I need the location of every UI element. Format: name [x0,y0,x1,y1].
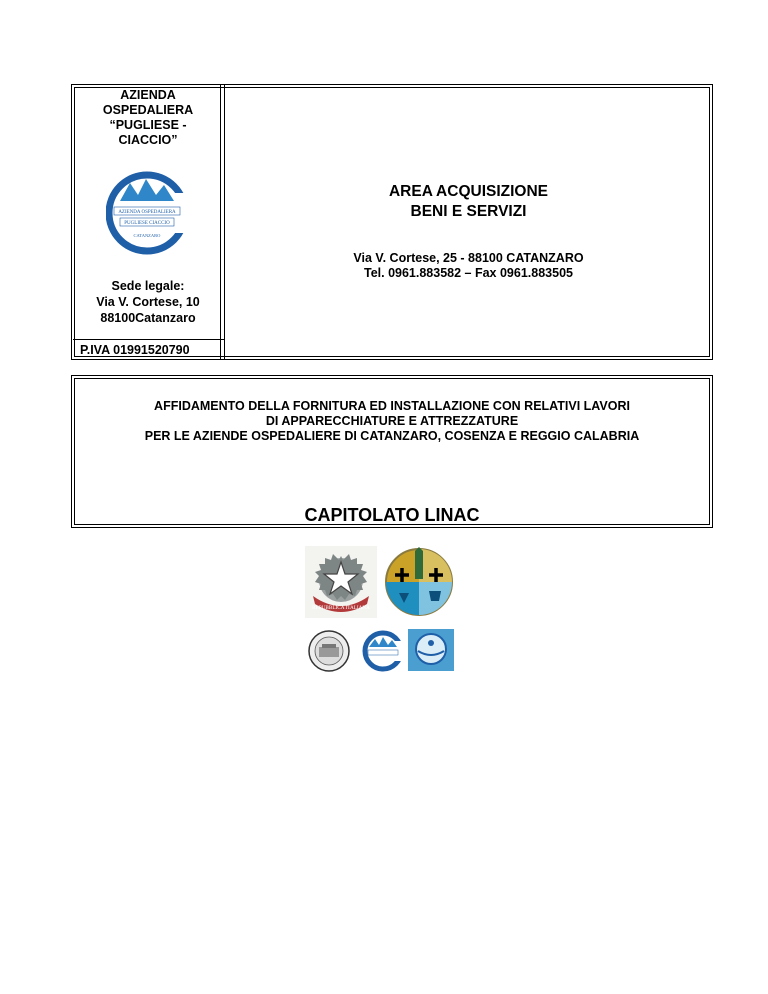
department-title-line: BENI E SERVIZI [410,203,527,220]
registered-office-line: Sede legale: [111,279,185,293]
document-title: CAPITOLATO LINAC [304,505,480,525]
italian-republic-emblem-icon [305,546,377,618]
header-column-divider [220,84,225,360]
organization-name [76,88,220,148]
seal-line-3: CATANZARO [133,233,161,238]
org-name-line: OSPEDALIERA [102,103,194,117]
hospital-catanzaro-logo-icon [359,629,407,673]
subject-line: DI APPARECCHIATURE E ATTREZZATURE [265,414,519,428]
department-title [224,182,713,222]
org-name-line: “PUGLIESE - [109,118,187,132]
hospital-cosenza-logo-icon [303,629,355,673]
registered-office [76,278,220,326]
hospital-reggio-logo-icon [408,629,454,671]
subject-line: PER LE AZIENDE OSPEDALIERE DI CATANZARO, COSENZA E REGGIO CALABRIA [144,429,640,443]
department-title-line: AREA ACQUISIZIONE [388,183,549,200]
calabria-region-emblem-icon [385,545,453,619]
republic-seal-text: REPUBBLICA ITALIANA [312,605,370,611]
tender-subject [76,399,708,444]
registered-office-line: 88100Catanzaro [100,311,196,325]
address-line: Tel. 0961.883582 – Fax 0961.883505 [364,266,573,280]
subject-line: AFFIDAMENTO DELLA FORNITURA ED INSTALLAZIONE CON RELATIVI LAVORI [154,399,630,413]
hospital-logo-icon [106,169,188,257]
org-name-line: AZIENDA [120,88,176,102]
vat-number: P.IVA 01991520790 [80,343,190,357]
seal-line-1: AZIENDA OSPEDALIERA [118,210,176,215]
vat-separator [73,339,224,340]
department-address [224,251,713,281]
org-name-line: CIACCIO” [118,133,178,147]
registered-office-line: Via V. Cortese, 10 [96,295,200,309]
seal-line-2: PUGLIESE CIACCIO [124,221,170,226]
address-line: Via V. Cortese, 25 - 88100 CATANZARO [353,251,584,265]
